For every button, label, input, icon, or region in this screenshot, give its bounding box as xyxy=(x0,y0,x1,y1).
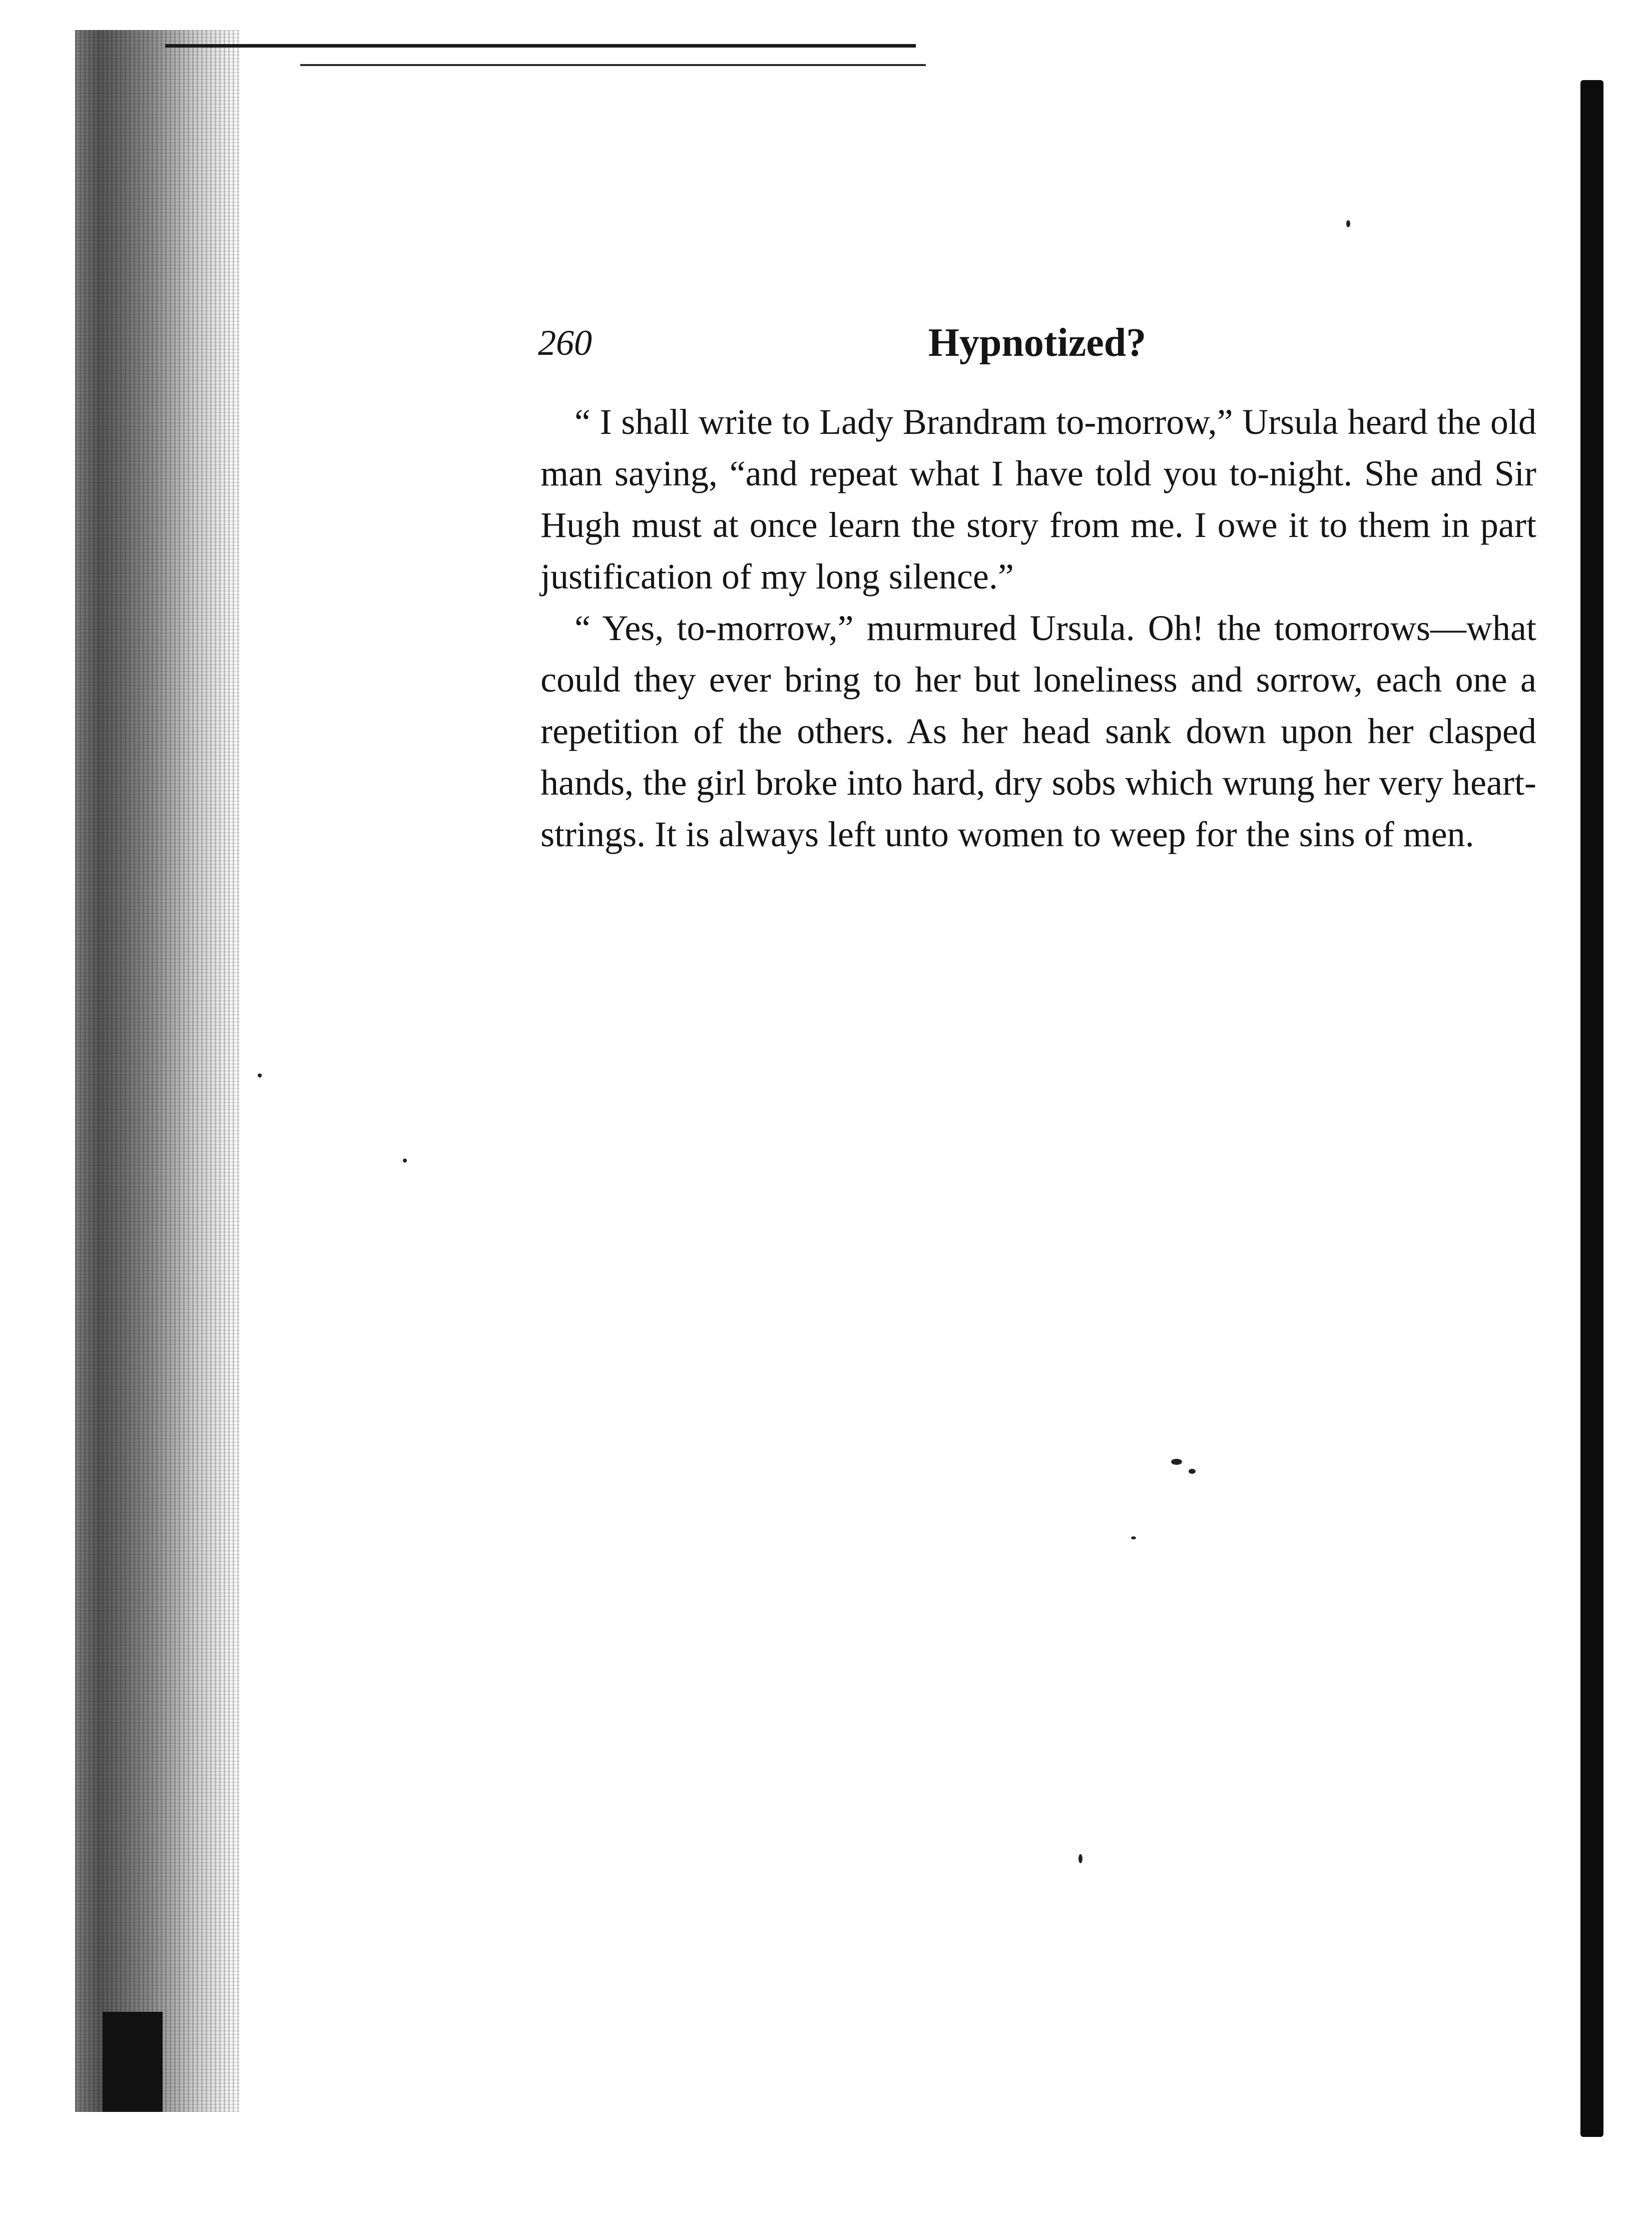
scan-speck xyxy=(1171,1459,1182,1465)
scan-top-edge-line xyxy=(165,44,916,48)
scan-edge-mark xyxy=(103,2012,163,2112)
scan-right-edge-bar xyxy=(1580,80,1603,2137)
scan-top-edge-line-secondary xyxy=(300,64,926,66)
scan-speck xyxy=(258,1073,262,1077)
running-title: Hypnotized? xyxy=(928,321,1147,365)
paragraph-1: “ I shall write to Lady Brandram to-morrow,” Ursula heard the old man saying, “and repeat what I have told you to-night. She and Sir Hugh must at once learn the story from me. I owe it to them in part justification of my long silence.” xyxy=(540,402,1536,597)
running-head xyxy=(538,318,1536,373)
scan-speck xyxy=(403,1159,407,1163)
page-number: 260 xyxy=(538,323,592,363)
scan-speck xyxy=(1078,1854,1082,1863)
scan-speck xyxy=(1346,220,1350,227)
body-text xyxy=(540,396,1536,860)
paragraph-2: “ Yes, to-morrow,” murmured Ursula. Oh! the tomorrows—what could they ever bring to her but loneliness and sorrow, each one a repetition of the others. As her head sank down upon her clasped hands, the girl broke into hard, dry sobs which wrung her very heart-strings. It is always left unto women to weep for the sins of men. xyxy=(540,608,1536,854)
scan-speck xyxy=(1131,1536,1136,1539)
scan-speck xyxy=(1189,1469,1196,1474)
scan-gutter-shadow xyxy=(75,30,240,2112)
